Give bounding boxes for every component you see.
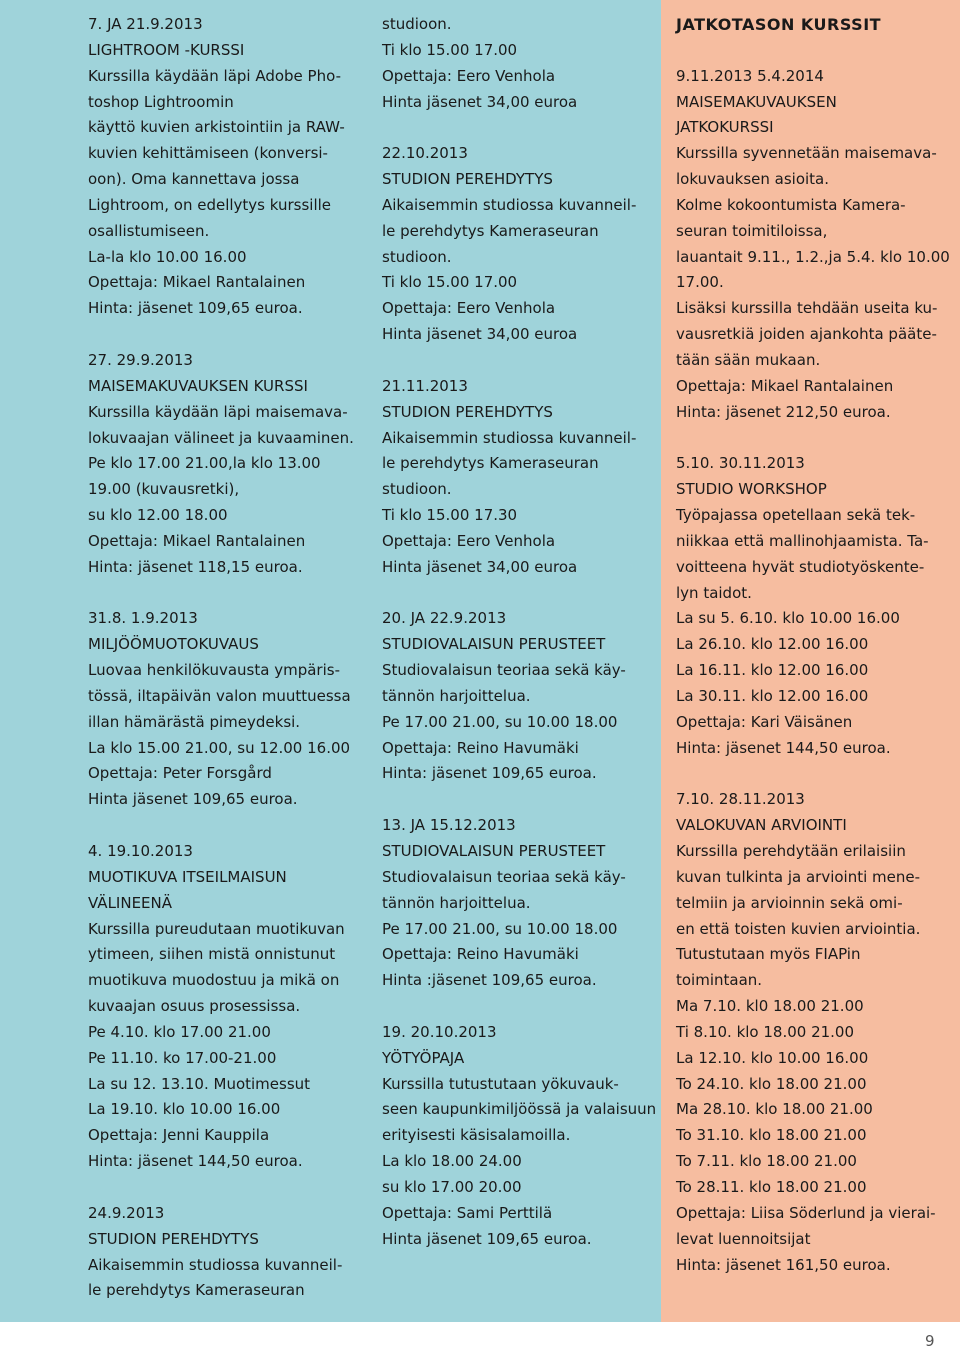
text-line: su klo 17.00 20.00 [382,1177,522,1196]
spacer [676,426,944,452]
text-line: Ti klo 15.00 17.00 [382,273,518,292]
text-line: Ma 28.10. klo 18.00 21.00 [676,1100,873,1119]
text-line: studioon. [382,247,452,266]
text-line: le perehdytys Kameraseuran [382,454,599,473]
text-line: Ti 8.10. klo 18.00 21.00 [676,1022,855,1041]
text-line: vausretkiä joiden ajankohta pääte- [676,325,937,344]
text-line: Ti klo 15.00 17.00 [382,40,518,59]
text-line: levat luennoitsijat [676,1229,811,1248]
text-line: toshop Lightroomin [88,92,234,111]
text-line: lokuvaajan välineet ja kuvaaminen. [88,428,354,447]
text-line: Opettaja: Kari Väisänen [676,712,853,731]
spacer [382,994,653,1020]
text-line: Opettaja: Eero Venhola [382,299,556,318]
section-heading: JATKOTASON KURSSIT [676,15,882,34]
spacer [88,813,360,839]
text-line: To 31.10. klo 18.00 21.00 [676,1126,867,1145]
text-line: Pe 17.00 21.00, su 10.00 18.00 [382,919,618,938]
text-line: STUDIOVALAISUN PERUSTEET [382,635,606,654]
text-line: studioon. [382,15,452,33]
text-line: Hinta jäsenet 109,65 euroa. [382,1229,592,1248]
text-line: La-la klo 10.00 16.00 [88,247,247,266]
text-line: Opettaja: Sami Perttilä [382,1203,553,1222]
text-line: MILJÖÖMUOTOKUVAUS [88,635,259,654]
text-line: MUOTIKUVA ITSEILMAISUN [88,867,287,886]
course-column-1 [0,0,370,1322]
text-line: 9.11.2013 5.4.2014 [676,66,824,85]
text-line: Ma 7.10. kl0 18.00 21.00 [676,997,864,1016]
text-line: La klo 15.00 21.00, su 12.00 16.00 [88,738,351,757]
text-line: Opettaja: Mikael Rantalainen [676,376,894,395]
text-line: 20. JA 22.9.2013 [382,609,507,628]
text-line: STUDIOVALAISUN PERUSTEET [382,842,606,860]
text-line: 13. JA 15.12.2013 [382,816,516,835]
text-line: Hinta jäsenet 34,00 euroa [382,557,578,576]
text-line: Lightroom, on edellytys kurssille [88,195,332,214]
text-line: 5.10. 30.11.2013 [676,454,805,473]
page-number: 9 [925,1332,935,1350]
text-line: Opettaja: Reino Havumäki [382,945,579,964]
spacer [88,1175,360,1201]
text-line: Aikaisemmin studiossa kuvanneil- [88,1255,343,1274]
text-line: Hinta: jäsenet 212,50 euroa. [676,402,891,421]
text-line: MAISEMAKUVAUKSEN [676,92,837,111]
text-line: Hinta jäsenet 34,00 euroa [382,325,578,344]
text-line: Opettaja: Mikael Rantalainen [88,531,306,550]
text-line: MAISEMAKUVAUKSEN KURSSI [88,376,308,395]
text-line: STUDION PEREHDYTYS [382,402,553,421]
text-line: oon). Oma kannettava jossa [88,170,300,189]
text-line: Pe klo 17.00 21.00,la klo 13.00 [88,454,321,473]
spacer [676,761,944,787]
text-line: STUDION PEREHDYTYS [88,1229,259,1248]
text-line: Aikaisemmin studiossa kuvanneil- [382,195,637,214]
text-line: Hinta: jäsenet 109,65 euroa. [382,764,597,783]
text-line: tännön harjoittelua. [382,893,531,912]
text-line: La 16.11. klo 12.00 16.00 [676,661,869,680]
text-line: kuvien kehittämiseen (konversi- [88,144,328,163]
text-line: kuvan tulkinta ja arviointi mene- [676,867,921,886]
text-line: Kurssilla pureudutaan muotikuvan [88,919,345,938]
text-line: seen kaupunkimiljöössä ja valaisuun [382,1100,657,1119]
text-line: Ti klo 15.00 17.30 [382,506,518,525]
text-line: Opettaja: Jenni Kauppila [88,1126,270,1145]
text-line: en että toisten kuvien arviointia. [676,919,921,938]
text-line: La 19.10. klo 10.00 16.00 [88,1100,281,1119]
text-line: Opettaja: Liisa Söderlund ja vierai- [676,1203,936,1222]
text-line: STUDIO WORKSHOP [676,480,827,499]
spacer [88,581,360,607]
text-line: YÖTYÖPAJA [382,1048,465,1067]
text-line: Opettaja: Eero Venhola [382,66,556,85]
text-line: seuran toimitiloissa, [676,221,828,240]
text-line: lokuvauksen asioita. [676,170,830,189]
text-line: lyn taidot. [676,583,752,602]
advanced-courses-column [661,0,960,1322]
text-line: Pe 17.00 21.00, su 10.00 18.00 [382,712,618,731]
text-line: 7. JA 21.9.2013 [88,15,203,33]
text-line: 4. 19.10.2013 [88,842,193,860]
text-line: Hinta jäsenet 34,00 euroa [382,92,578,111]
text-line: La 12.10. klo 10.00 16.00 [676,1048,869,1067]
text-line: La 30.11. klo 12.00 16.00 [676,686,869,705]
text-line: kuvaajan osuus prosessissa. [88,997,301,1016]
text-line: 7.10. 28.11.2013 [676,790,805,809]
text-line: käyttö kuvien arkistointiin ja RAW- [88,118,345,137]
text-line: le perehdytys Kameraseuran [88,1281,305,1300]
text-line: To 7.11. klo 18.00 21.00 [676,1152,857,1171]
text-line: tännön harjoittelua. [382,686,531,705]
text-line: La su 12. 13.10. Muotimessut [88,1074,311,1093]
text-line: Hinta :jäsenet 109,65 euroa. [382,971,597,990]
text-line: niikkaa että mallinohjaamista. Ta- [676,531,929,550]
text-line: La su 5. 6.10. klo 10.00 16.00 [676,609,900,628]
text-line: 19.00 (kuvausretki), [88,480,240,499]
text-line: voitteena hyvät studiotyöskente- [676,557,925,576]
spacer [382,581,653,607]
text-line: Opettaja: Reino Havumäki [382,738,579,757]
text-line: tään sään mukaan. [676,350,821,369]
text-line: le perehdytys Kameraseuran [382,221,599,240]
text-line: 17.00. [676,273,724,292]
text-line: Pe 11.10. ko 17.00-21.00 [88,1048,277,1067]
text-line: tössä, iltapäivän valon muuttuessa [88,686,351,705]
text-line: Hinta: jäsenet 161,50 euroa. [676,1255,891,1274]
text-line: ytimeen, siihen mistä onnistunut [88,945,336,964]
text-line: Studiovalaisun teoriaa sekä käy- [382,661,626,680]
spacer [382,115,653,141]
text-line: La 26.10. klo 12.00 16.00 [676,635,869,654]
text-line: 31.8. 1.9.2013 [88,609,198,628]
spacer [676,38,944,64]
text-line: VALOKUVAN ARVIOINTI [676,816,847,835]
text-line: La klo 18.00 24.00 [382,1152,522,1171]
text-line: Kolme kokoontumista Kamera- [676,195,906,214]
text-line: Studiovalaisun teoriaa sekä käy- [382,867,626,886]
text-line: 22.10.2013 [382,144,468,163]
text-line: Lisäksi kurssilla tehdään useita ku- [676,299,938,318]
text-line: lauantait 9.11., 1.2.,ja 5.4. klo 10.00 [676,247,950,266]
text-line: Luovaa henkilökuvausta ympäris- [88,661,340,680]
text-line: Hinta: jäsenet 144,50 euroa. [676,738,891,757]
text-line: Tutustutaan myös FIAPin [676,945,861,964]
text-line: Kurssilla tutustutaan yökuvauk- [382,1074,619,1093]
text-line: Aikaisemmin studiossa kuvanneil- [382,428,637,447]
text-line: 24.9.2013 [88,1203,165,1222]
text-line: Kurssilla käydään läpi maisemava- [88,402,348,421]
text-line: 21.11.2013 [382,376,468,395]
text-line: studioon. [382,480,452,499]
text-line: Hinta: jäsenet 109,65 euroa. [88,299,303,318]
text-line: LIGHTROOM -KURSSI [88,40,245,59]
course-column-2 [370,0,661,1322]
text-line: JATKOKURSSI [676,118,774,137]
spacer [382,348,653,374]
text-line: Opettaja: Mikael Rantalainen [88,273,306,292]
text-line: su klo 12.00 18.00 [88,506,228,525]
spacer [382,787,653,813]
text-line: illan hämärästä pimeydeksi. [88,712,301,731]
text-line: To 28.11. klo 18.00 21.00 [676,1177,867,1196]
text-line: Opettaja: Eero Venhola [382,531,556,550]
text-line: Hinta: jäsenet 118,15 euroa. [88,557,303,576]
text-line: VÄLINEENÄ [88,893,173,912]
text-line: Työpajassa opetellaan sekä tek- [676,506,916,525]
text-line: toimintaan. [676,971,763,990]
text-line: osallistumiseen. [88,221,210,240]
text-line: Hinta jäsenet 109,65 euroa. [88,790,298,809]
text-line: To 24.10. klo 18.00 21.00 [676,1074,867,1093]
text-line: 19. 20.10.2013 [382,1022,497,1041]
text-line: Kurssilla perehdytään erilaisiin [676,842,906,860]
text-line: Hinta: jäsenet 144,50 euroa. [88,1152,303,1171]
text-line: Opettaja: Peter Forsgård [88,764,272,783]
text-line: telmiin ja arvioinnin sekä omi- [676,893,903,912]
text-line: erityisesti käsisalamoilla. [382,1126,571,1145]
text-line: Kurssilla syvennetään maisemava- [676,144,937,163]
text-line: 27. 29.9.2013 [88,350,193,369]
text-line: Pe 4.10. klo 17.00 21.00 [88,1022,271,1041]
text-line: muotikuva muodostuu ja mikä on [88,971,340,990]
text-line: STUDION PEREHDYTYS [382,170,553,189]
spacer [88,322,360,348]
text-line: Kurssilla käydään läpi Adobe Pho- [88,66,341,85]
